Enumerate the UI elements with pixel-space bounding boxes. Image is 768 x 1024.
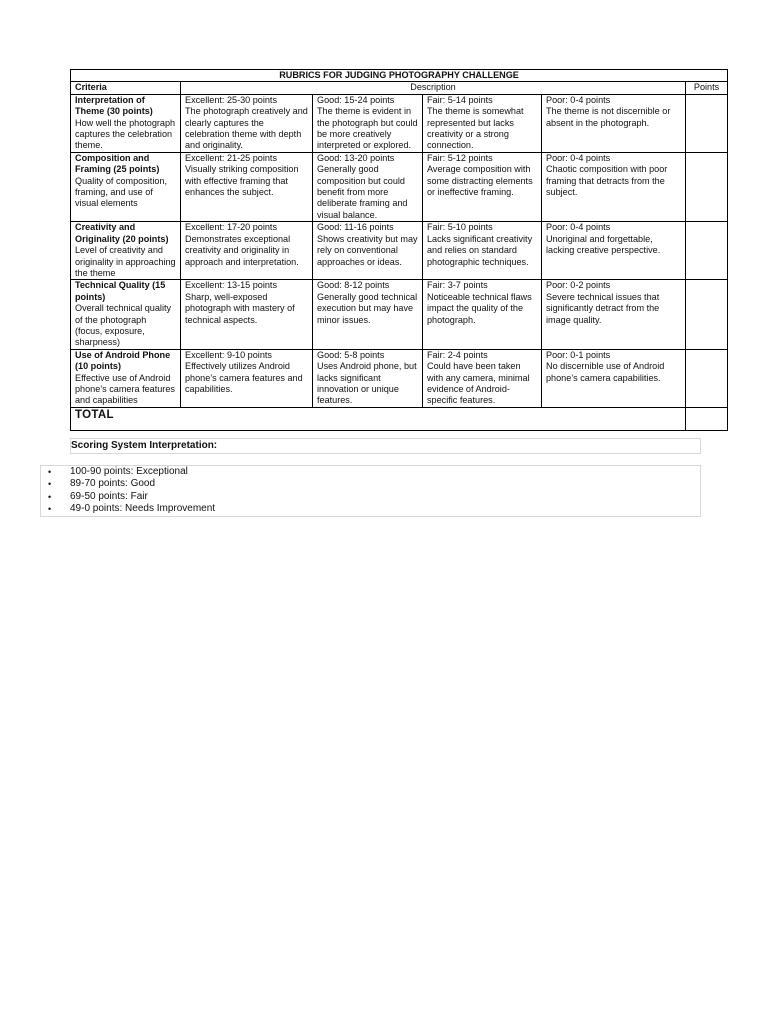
excellent-text: Effectively utilizes Android phone’s camera features and capabilities. (185, 361, 303, 394)
poor-cell (542, 94, 686, 152)
poor-label: Poor: 0-2 points (546, 280, 611, 291)
scoring-item-label: 49-0 points: Needs Improvement (70, 502, 216, 514)
good-cell (313, 222, 423, 280)
rubric-row-interpretation (71, 94, 728, 152)
excellent-label: Excellent: 17-20 points (185, 222, 278, 233)
poor-cell (542, 349, 686, 407)
fair-cell (423, 152, 542, 221)
good-text: Uses Android phone, but lacks significant innovation or unique features. (317, 361, 417, 406)
good-cell (313, 152, 423, 221)
excellent-text: Visually striking composition with effective framing that enhances the subject. (185, 164, 299, 198)
fair-label: Fair: 2-4 points (427, 349, 488, 360)
excellent-label: Excellent: 21-25 points (185, 152, 278, 163)
criteria-description: Quality of composition, framing, and use of visual elements (75, 175, 167, 209)
poor-label: Poor: 0-4 points (546, 222, 611, 233)
points-cell (686, 222, 728, 280)
bullet-icon: • (48, 491, 52, 502)
criteria-cell (71, 349, 181, 407)
rubric-table (70, 69, 728, 431)
total-points-cell (686, 407, 728, 430)
points-header: Points (686, 82, 728, 94)
fair-cell (423, 349, 542, 407)
poor-label: Poor: 0-4 points (546, 94, 611, 105)
poor-label: Poor: 0-4 points (546, 152, 611, 163)
rubric-row-creativity (71, 222, 728, 280)
criteria-description: Level of creativity and originality in approaching the theme (75, 245, 176, 278)
excellent-cell (181, 349, 313, 407)
fair-cell (423, 94, 542, 152)
poor-text: The theme is not discernible or absent in the photograph. (546, 106, 671, 128)
poor-text: Chaotic composition with poor framing that detracts from the subject. (546, 164, 668, 198)
good-label: Good: 11-16 points (317, 222, 394, 233)
bullet-icon: • (48, 479, 52, 490)
rubric-title: RUBRICS FOR JUDGING PHOTOGRAPHY CHALLENGE (71, 70, 728, 82)
good-label: Good: 8-12 points (317, 280, 390, 291)
criteria-cell (71, 152, 181, 221)
excellent-cell (181, 222, 313, 280)
points-cell (686, 94, 728, 152)
fair-label: Fair: 5-12 points (427, 152, 493, 163)
fair-label: Fair: 5-10 points (427, 222, 493, 233)
fair-text: The theme is somewhat represented but lacks creativity or a strong connection. (427, 106, 524, 151)
list-item (41, 466, 700, 478)
poor-cell (542, 280, 686, 349)
points-cell (686, 280, 728, 349)
good-label: Good: 15-24 points (317, 94, 395, 105)
description-header: Description (181, 82, 686, 94)
excellent-label: Excellent: 9-10 points (185, 349, 272, 360)
poor-cell (542, 222, 686, 280)
criteria-cell (71, 280, 181, 349)
excellent-cell (181, 94, 313, 152)
scoring-list (40, 465, 701, 517)
fair-text: Lacks significant creativity and relies on standard photographic techniques. (427, 233, 533, 267)
good-text: Generally good composition but could benefit from more deliberate framing and visual balance. (317, 164, 408, 220)
excellent-text: Sharp, well-exposed photograph with mastery of technical aspects. (185, 291, 295, 325)
poor-label: Poor: 0-1 points (546, 349, 611, 360)
good-cell (313, 94, 423, 152)
poor-text: No discernible use of Android phone’s camera capabilities. (546, 361, 665, 383)
rubric-row-technical (71, 280, 728, 349)
rubric-title-row (71, 70, 728, 82)
good-cell (313, 349, 423, 407)
bullet-icon: • (48, 503, 52, 514)
list-item (41, 478, 700, 490)
excellent-label: Excellent: 13-15 points (185, 280, 278, 291)
criteria-description: Overall technical quality of the photograph (focus, exposure, sharpness) (75, 303, 172, 348)
good-label: Good: 13-20 points (317, 152, 395, 163)
bullet-icon: • (48, 467, 52, 477)
fair-text: Noticeable technical flaws impact the quality of the photograph. (427, 291, 532, 325)
criteria-header: Criteria (71, 82, 181, 94)
criteria-cell (71, 94, 181, 152)
good-text: Shows creativity but may rely on conventional approaches or ideas. (317, 233, 418, 267)
scoring-heading: Scoring System Interpretation: (70, 438, 701, 454)
list-item (41, 503, 700, 515)
fair-label: Fair: 5-14 points (427, 94, 493, 105)
scoring-item-label: 69-50 points: Fair (70, 490, 148, 502)
fair-cell (423, 280, 542, 349)
fair-label: Fair: 3-7 points (427, 280, 488, 291)
fair-text: Could have been taken with any camera, minimal evidence of Android-specific features. (427, 361, 530, 406)
excellent-cell (181, 280, 313, 349)
list-item (41, 491, 700, 503)
excellent-text: The photograph creatively and clearly captures the celebration theme with depth and originality. (185, 106, 308, 151)
criteria-title: Interpretation of Theme (30 points) (75, 94, 153, 117)
rubric-row-android (71, 349, 728, 407)
scoring-item-label: 89-70 points: Good (70, 478, 156, 490)
criteria-description: How well the photograph captures the celebration theme. (75, 117, 176, 151)
criteria-cell (71, 222, 181, 280)
total-row (71, 407, 728, 430)
criteria-description: Effective use of Android phone’s camera features and capabilities (75, 372, 175, 406)
excellent-label: Excellent: 25-30 points (185, 94, 278, 105)
rubric-row-composition (71, 152, 728, 221)
criteria-title: Creativity and Originality (20 points) (75, 222, 169, 244)
criteria-title: Technical Quality (15 points) (75, 280, 166, 302)
total-label: TOTAL (71, 407, 686, 430)
poor-text: Severe technical issues that significantly detract from the image quality. (546, 291, 660, 325)
excellent-cell (181, 152, 313, 221)
excellent-text: Demonstrates exceptional creativity and originality in approach and interpretation. (185, 233, 299, 267)
poor-cell (542, 152, 686, 221)
criteria-title: Composition and Framing (25 points) (75, 152, 160, 175)
good-text: The theme is evident in the photograph but could be more creatively interpreted or explored. (317, 106, 418, 151)
fair-cell (423, 222, 542, 280)
poor-text: Unoriginal and forgettable, lacking creative perspective. (546, 233, 661, 256)
good-text: Generally good technical execution but may have minor issues. (317, 291, 418, 325)
rubric-header-row (71, 82, 728, 94)
scoring-item-label: 100-90 points: Exceptional (70, 466, 188, 477)
fair-text: Average composition with some distracting elements or ineffective framing. (427, 164, 533, 198)
points-cell (686, 349, 728, 407)
points-cell (686, 152, 728, 221)
good-cell (313, 280, 423, 349)
criteria-title: Use of Android Phone (10 points) (75, 349, 171, 372)
good-label: Good: 5-8 points (317, 349, 385, 360)
